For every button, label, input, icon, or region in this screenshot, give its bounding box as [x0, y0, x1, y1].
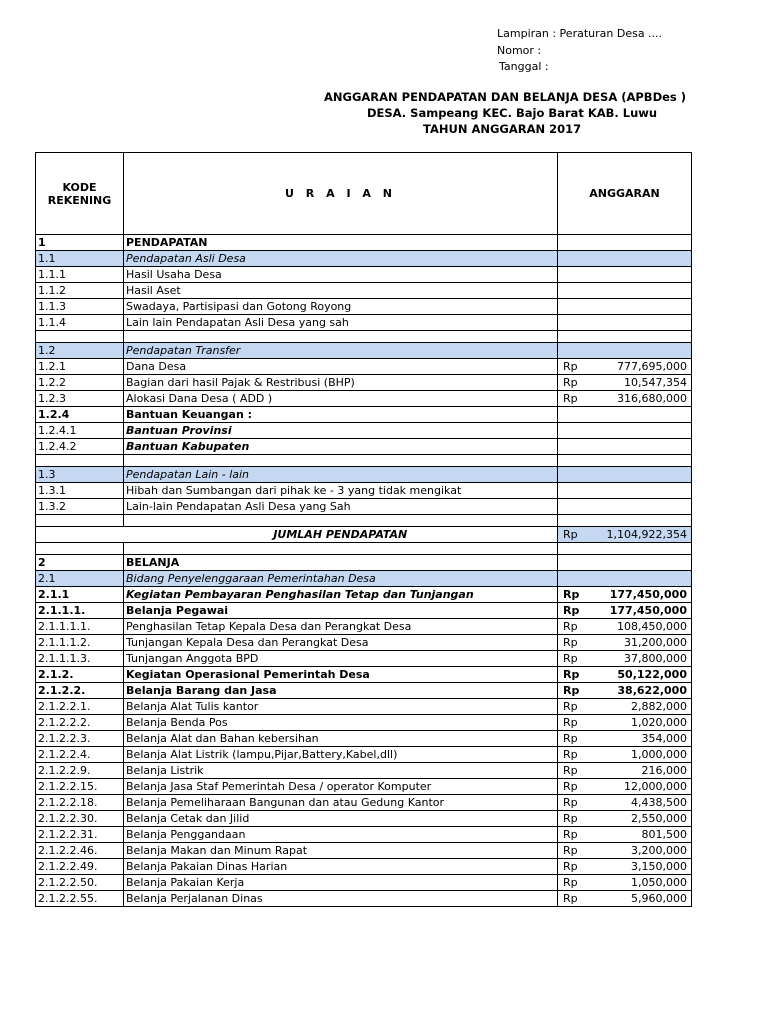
uraian-cell: Lain-lain Pendapatan Asli Desa yang Sah [124, 499, 558, 515]
kode-cell: 2.1.2.2.50. [36, 875, 124, 891]
anggaran-cell [558, 499, 692, 515]
kode-cell: 1.2.4.2 [36, 439, 124, 455]
kode-cell: 2.1.2.2.2. [36, 715, 124, 731]
currency-label: Rp [563, 635, 578, 649]
anggaran-cell [558, 619, 692, 635]
table-row [36, 235, 692, 251]
table-row [36, 827, 692, 843]
anggaran-cell [558, 407, 692, 423]
amount-value: 177,450,000 [609, 587, 687, 601]
uraian-cell: Hasil Aset [124, 283, 558, 299]
anggaran-cell [558, 763, 692, 779]
kode-cell: 1.2.2 [36, 375, 124, 391]
anggaran-cell [558, 235, 692, 251]
anggaran-cell [558, 555, 692, 571]
kode-cell: 2.1.1.1.3. [36, 651, 124, 667]
kode-cell: 1.2.4 [36, 407, 124, 423]
anggaran-cell [558, 343, 692, 359]
kode-cell: 1.2.4.1 [36, 423, 124, 439]
anggaran-cell [558, 891, 692, 907]
table-row [36, 299, 692, 315]
kode-cell: 1.3 [36, 467, 124, 483]
amount-value: 777,695,000 [617, 359, 687, 373]
uraian-cell: Belanja Pemeliharaan Bangunan dan atau Gedung Kantor [124, 795, 558, 811]
currency-label: Rp [563, 747, 578, 761]
uraian-cell: Pendapatan Transfer [124, 343, 558, 359]
tanggal-text: Tanggal : [499, 60, 549, 73]
kode-cell: 2.1.1.1.2. [36, 635, 124, 651]
uraian-cell: Belanja Alat dan Bahan kebersihan [124, 731, 558, 747]
table-header [36, 153, 692, 235]
uraian-cell: Belanja Benda Pos [124, 715, 558, 731]
table-row [36, 407, 692, 423]
kode-cell: 2.1.2.2.3. [36, 731, 124, 747]
uraian-cell: Belanja Perjalanan Dinas [124, 891, 558, 907]
currency-label: Rp [563, 651, 578, 665]
anggaran-cell [558, 715, 692, 731]
amount-value: 50,122,000 [617, 667, 687, 681]
kode-cell [36, 543, 124, 555]
amount-value: 801,500 [641, 827, 687, 841]
title-line-1: ANGGARAN PENDAPATAN DAN BELANJA DESA (APBDes ) [324, 90, 687, 104]
currency-label: Rp [563, 391, 578, 405]
anggaran-cell [558, 779, 692, 795]
kode-cell: 1 [36, 235, 124, 251]
uraian-cell: Belanja Alat Tulis kantor [124, 699, 558, 715]
amount-value: 1,000,000 [631, 747, 687, 761]
kode-cell: 1.3.1 [36, 483, 124, 499]
amount-value: 37,800,000 [624, 651, 687, 665]
anggaran-cell [558, 391, 692, 407]
amount-value: 3,200,000 [631, 843, 687, 857]
anggaran-cell [558, 747, 692, 763]
table-row [36, 267, 692, 283]
table-row [36, 891, 692, 907]
table-row [36, 315, 692, 331]
amount-value: 5,960,000 [631, 891, 687, 905]
table-row [36, 875, 692, 891]
document-meta [497, 27, 662, 77]
uraian-cell: Pendapatan Asli Desa [124, 251, 558, 267]
amount-value: 316,680,000 [617, 391, 687, 405]
anggaran-cell [558, 515, 692, 527]
table-row [36, 699, 692, 715]
uraian-cell: Bagian dari hasil Pajak & Restribusi (BHP) [124, 375, 558, 391]
anggaran-cell [558, 795, 692, 811]
uraian-cell: Swadaya, Partisipasi dan Gotong Royong [124, 299, 558, 315]
uraian-cell: Dana Desa [124, 359, 558, 375]
currency-label: Rp [563, 619, 578, 633]
uraian-cell: Belanja Jasa Staf Pemerintah Desa / operator Komputer [124, 779, 558, 795]
kode-cell: 2.1 [36, 571, 124, 587]
anggaran-cell [558, 439, 692, 455]
table-row [36, 391, 692, 407]
table-row [36, 763, 692, 779]
amount-value: 2,550,000 [631, 811, 687, 825]
currency-label: Rp [563, 811, 578, 825]
kode-cell: 2.1.2.2. [36, 683, 124, 699]
table-row [36, 483, 692, 499]
currency-label: Rp [563, 527, 578, 541]
currency-label: Rp [563, 779, 578, 793]
uraian-cell: Penghasilan Tetap Kepala Desa dan Perangkat Desa [124, 619, 558, 635]
uraian-cell [124, 515, 558, 527]
uraian-cell: Hibah dan Sumbangan dari pihak ke - 3 yang tidak mengikat [124, 483, 558, 499]
uraian-cell: PENDAPATAN [124, 235, 558, 251]
kode-cell: 1.1.3 [36, 299, 124, 315]
uraian-cell: Alokasi Dana Desa ( ADD ) [124, 391, 558, 407]
currency-label: Rp [563, 795, 578, 809]
currency-label: Rp [563, 763, 578, 777]
amount-value: 12,000,000 [624, 779, 687, 793]
amount-value: 1,020,000 [631, 715, 687, 729]
amount-value: 216,000 [641, 763, 687, 777]
apbdes-table [35, 152, 692, 907]
kode-cell [36, 455, 124, 467]
kode-cell: 2.1.2.2.49. [36, 859, 124, 875]
uraian-cell: Kegiatan Operasional Pemerintah Desa [124, 667, 558, 683]
uraian-cell: Belanja Penggandaan [124, 827, 558, 843]
table-row [36, 343, 692, 359]
kode-cell: 1.2 [36, 343, 124, 359]
table-row [36, 859, 692, 875]
amount-value: 31,200,000 [624, 635, 687, 649]
currency-label: Rp [563, 603, 580, 617]
table-row [36, 811, 692, 827]
amount-value: 354,000 [641, 731, 687, 745]
kode-cell: 2.1.2.2.4. [36, 747, 124, 763]
kode-cell: 2.1.2.2.18. [36, 795, 124, 811]
header-uraian: U R A I A N [124, 153, 558, 235]
uraian-cell: Belanja Alat Listrik (lampu,Pijar,Battery,Kabel,dll) [124, 747, 558, 763]
table-row [36, 587, 692, 603]
table-row [36, 527, 692, 543]
table-row [36, 467, 692, 483]
amount-value: 1,050,000 [631, 875, 687, 889]
kode-cell [36, 331, 124, 343]
anggaran-cell [558, 827, 692, 843]
table-row [36, 251, 692, 267]
table-row [36, 515, 692, 527]
currency-label: Rp [563, 891, 578, 905]
anggaran-cell [558, 635, 692, 651]
anggaran-cell [558, 359, 692, 375]
anggaran-cell [558, 811, 692, 827]
anggaran-cell [558, 667, 692, 683]
title-line-2: DESA. Sampeang KEC. Bajo Barat KAB. Luwu [367, 106, 658, 120]
table-row [36, 603, 692, 619]
kode-cell: 2.1.2.2.55. [36, 891, 124, 907]
currency-label: Rp [563, 827, 578, 841]
uraian-cell [124, 331, 558, 343]
amount-value: 10,547,354 [624, 375, 687, 389]
table-row [36, 455, 692, 467]
table-row [36, 555, 692, 571]
table-row [36, 731, 692, 747]
kode-cell: 2.1.2.2.15. [36, 779, 124, 795]
anggaran-cell [558, 375, 692, 391]
kode-cell: 2.1.2.2.9. [36, 763, 124, 779]
nomor-text: Nomor : [497, 43, 542, 57]
title-line-3: TAHUN ANGGARAN 2017 [423, 122, 582, 136]
table-row [36, 715, 692, 731]
uraian-cell: Bidang Penyelenggaraan Pemerintahan Desa [124, 571, 558, 587]
amount-value: 3,150,000 [631, 859, 687, 873]
anggaran-cell [558, 843, 692, 859]
currency-label: Rp [563, 859, 578, 873]
table-row [36, 747, 692, 763]
uraian-cell: BELANJA [124, 555, 558, 571]
kode-cell: 2.1.2.2.1. [36, 699, 124, 715]
table-row [36, 359, 692, 375]
kode-cell: 2.1.2.2.30. [36, 811, 124, 827]
header-anggaran: ANGGARAN [558, 153, 692, 235]
kode-cell: 2.1.1.1. [36, 603, 124, 619]
uraian-cell: Tunjangan Anggota BPD [124, 651, 558, 667]
kode-cell: 2.1.2.2.46. [36, 843, 124, 859]
table-row [36, 667, 692, 683]
uraian-cell: Tunjangan Kepala Desa dan Perangkat Desa [124, 635, 558, 651]
table-row [36, 331, 692, 343]
kode-cell [36, 515, 124, 527]
uraian-cell: Kegiatan Pembayaran Penghasilan Tetap dan Tunjangan [124, 587, 558, 603]
amount-value: 1,104,922,354 [606, 527, 687, 541]
anggaran-cell [558, 331, 692, 343]
anggaran-cell [558, 731, 692, 747]
table-row [36, 439, 692, 455]
uraian-cell: Belanja Cetak dan Jilid [124, 811, 558, 827]
amount-value: 4,438,500 [631, 795, 687, 809]
anggaran-cell [558, 603, 692, 619]
uraian-cell: Belanja Barang dan Jasa [124, 683, 558, 699]
table-row [36, 571, 692, 587]
uraian-cell: Belanja Pegawai [124, 603, 558, 619]
uraian-cell: Belanja Listrik [124, 763, 558, 779]
anggaran-cell [558, 683, 692, 699]
kode-cell: 2.1.2. [36, 667, 124, 683]
kode-cell: 1.1.4 [36, 315, 124, 331]
uraian-cell: Belanja Pakaian Kerja [124, 875, 558, 891]
kode-cell: 1.1.1 [36, 267, 124, 283]
uraian-cell: Pendapatan Lain - lain [124, 467, 558, 483]
kode-cell: 2.1.1.1.1. [36, 619, 124, 635]
kode-cell: 2.1.2.2.31. [36, 827, 124, 843]
kode-cell: 1.1 [36, 251, 124, 267]
amount-value: 177,450,000 [609, 603, 687, 617]
currency-label: Rp [563, 667, 580, 681]
currency-label: Rp [563, 587, 580, 601]
amount-value: 38,622,000 [617, 683, 687, 697]
table-row [36, 683, 692, 699]
anggaran-cell [558, 543, 692, 555]
currency-label: Rp [563, 375, 578, 389]
anggaran-cell [558, 423, 692, 439]
uraian-cell: Bantuan Kabupaten [124, 439, 558, 455]
anggaran-cell [558, 875, 692, 891]
anggaran-cell [558, 251, 692, 267]
uraian-cell: Belanja Makan dan Minum Rapat [124, 843, 558, 859]
currency-label: Rp [563, 843, 578, 857]
kode-cell: 1.1.2 [36, 283, 124, 299]
table-row [36, 843, 692, 859]
kode-cell [36, 527, 124, 543]
kode-cell: 1.3.2 [36, 499, 124, 515]
anggaran-cell [558, 699, 692, 715]
anggaran-cell [558, 651, 692, 667]
currency-label: Rp [563, 683, 580, 697]
anggaran-cell [558, 267, 692, 283]
kode-cell: 2 [36, 555, 124, 571]
kode-cell: 2.1.1 [36, 587, 124, 603]
table-row [36, 423, 692, 439]
amount-value: 108,450,000 [617, 619, 687, 633]
table-row [36, 543, 692, 555]
uraian-cell: Bantuan Provinsi [124, 423, 558, 439]
anggaran-cell [558, 527, 692, 543]
currency-label: Rp [563, 699, 578, 713]
currency-label: Rp [563, 359, 578, 373]
currency-label: Rp [563, 715, 578, 729]
anggaran-cell [558, 299, 692, 315]
table-row [36, 779, 692, 795]
anggaran-cell [558, 455, 692, 467]
anggaran-cell [558, 315, 692, 331]
anggaran-cell [558, 571, 692, 587]
uraian-cell: Bantuan Keuangan : [124, 407, 558, 423]
table-row [36, 795, 692, 811]
anggaran-cell [558, 467, 692, 483]
uraian-cell: Hasil Usaha Desa [124, 267, 558, 283]
currency-label: Rp [563, 731, 578, 745]
uraian-cell: Lain lain Pendapatan Asli Desa yang sah [124, 315, 558, 331]
anggaran-cell [558, 859, 692, 875]
table-row [36, 619, 692, 635]
lampiran-text: Lampiran : Peraturan Desa .... [497, 27, 663, 40]
uraian-cell [124, 543, 558, 555]
kode-cell: 1.2.3 [36, 391, 124, 407]
uraian-cell [124, 455, 558, 467]
amount-value: 2,882,000 [631, 699, 687, 713]
kode-cell: 1.2.1 [36, 359, 124, 375]
currency-label: Rp [563, 875, 578, 889]
anggaran-cell [558, 483, 692, 499]
anggaran-cell [558, 587, 692, 603]
header-kode: KODE REKENING [36, 153, 124, 235]
table-row [36, 499, 692, 515]
table-row [36, 283, 692, 299]
uraian-cell: JUMLAH PENDAPATAN [124, 527, 558, 543]
table-row [36, 651, 692, 667]
table-row [36, 375, 692, 391]
anggaran-cell [558, 283, 692, 299]
uraian-cell: Belanja Pakaian Dinas Harian [124, 859, 558, 875]
table-row [36, 635, 692, 651]
